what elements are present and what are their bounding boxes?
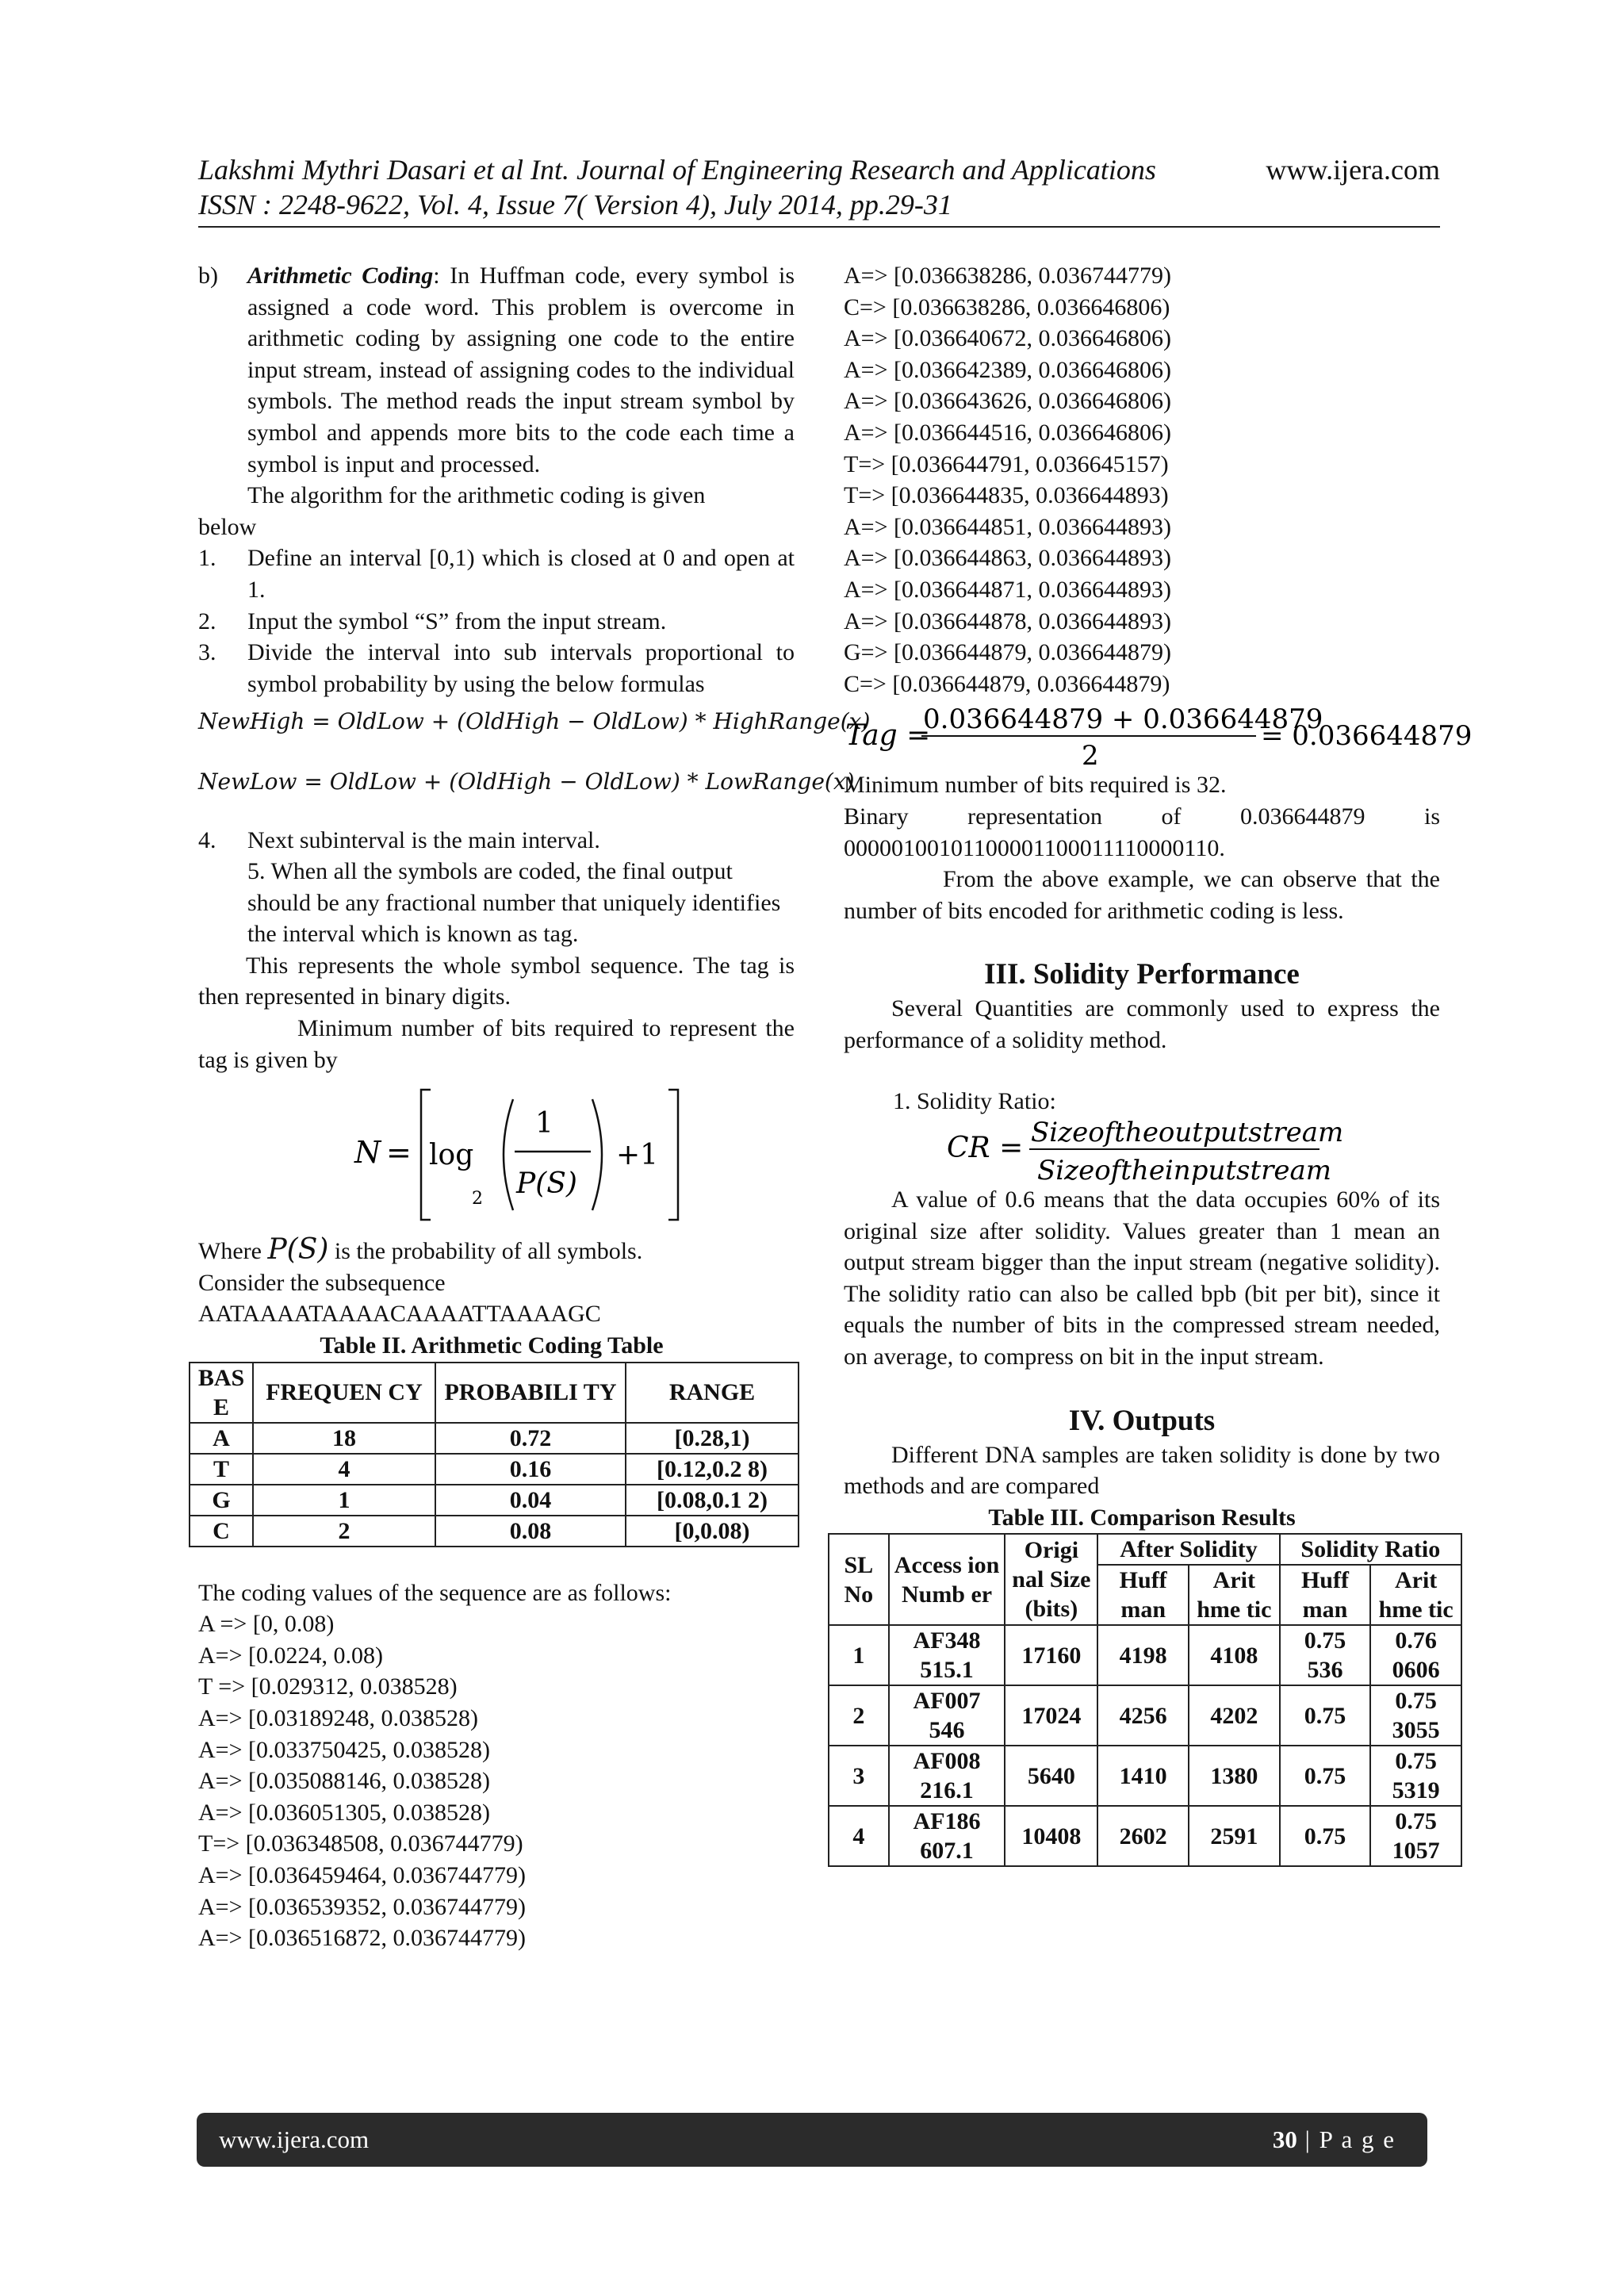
solidity-ratio-item: 1. Solidity Ratio: [893, 1088, 1056, 1115]
table-cell: 0.75 [1280, 1746, 1371, 1806]
col-header-solidity-ratio: Solidity Ratio [1280, 1534, 1461, 1565]
table-cell: 0.08 [435, 1516, 626, 1547]
table-row [829, 1806, 1461, 1866]
table-cell: AF186 607.1 [889, 1806, 1005, 1866]
step-1 [198, 542, 795, 605]
running-header [198, 152, 1440, 222]
col-header: BAS E [190, 1363, 253, 1423]
table-cell: [0.12,0.2 8) [626, 1454, 799, 1485]
tag-equation [844, 700, 1473, 772]
table-cell: 4 [829, 1806, 889, 1866]
formula-n-lhs: N [354, 1135, 381, 1171]
page-number: 30 [1272, 2125, 1297, 2153]
table-cell: 1 [253, 1485, 435, 1516]
tag-lhs: Tag = [845, 719, 931, 753]
step-5: 5. When all the symbols are coded, the final output should be any fractional number that uniquely identifies the interval which is known as tag. [247, 858, 781, 948]
list-item: C=> [0.036644879, 0.036644879) [844, 670, 1170, 697]
ceil-bracket-right [668, 1090, 678, 1220]
algorithm-intro-b: below [198, 513, 257, 540]
step-number: 2. [198, 608, 216, 634]
list-item: A => [0, 0.08) [198, 1611, 335, 1638]
list-item: T=> [0.036348508, 0.036744779) [198, 1830, 523, 1857]
table-cell: 0.72 [435, 1423, 626, 1454]
header-rule [198, 226, 1440, 228]
tag-numerator: 0.036644879 + 0.036644879 [923, 703, 1323, 736]
step-number: 3. [198, 639, 216, 666]
cr-equation-graphic [844, 1117, 1446, 1187]
table-cell: 0.75 1057 [1370, 1806, 1461, 1866]
table-cell: 18 [253, 1423, 435, 1454]
comparison-results-table [828, 1533, 1462, 1867]
table-row [829, 1625, 1461, 1685]
table-cell: 1410 [1097, 1746, 1189, 1806]
ratio-paragraph: A value of 0.6 means that the data occupies 60% of its original size after solidity. Values greater than 1 mean an output stream bigger than the input stream (negative solidity). The solidity ratio can also be called bpb (bit per bit), since it equals the number of bits in the compressed stream needed, on average, to compress on bit in the input stream. [844, 1186, 1440, 1370]
step-3 [198, 637, 795, 700]
coding-values-list-left [198, 1608, 795, 1954]
where-symbol: P(S) [267, 1233, 329, 1267]
coding-values-list-right [844, 260, 1440, 700]
table-cell: 2 [253, 1516, 435, 1547]
section-3-text: Several Quantities are commonly used to express the performance of a solidity method. [844, 995, 1440, 1053]
table-cell: [0.08,0.1 2) [626, 1485, 799, 1516]
paren-right [592, 1099, 602, 1210]
table-cell: 0.75 [1280, 1685, 1371, 1746]
table-row [190, 1454, 799, 1485]
list-item: A=> [0.036638286, 0.036744779) [844, 263, 1171, 289]
footer-page-number [1273, 2125, 1396, 2154]
subsection-title: Arithmetic Coding [247, 263, 434, 289]
table-cell: 2 [829, 1685, 889, 1746]
cr-equation [844, 1117, 1440, 1187]
observe-paragraph: From the above example, we can observe that the number of bits encoded for arithmetic coding is less. [844, 866, 1440, 924]
table-row [190, 1516, 799, 1547]
page-footer [197, 2113, 1427, 2167]
table-cell: 17024 [1005, 1685, 1097, 1746]
table-row [190, 1423, 799, 1454]
section-4-title: IV. Outputs [1068, 1404, 1216, 1437]
table-cell: G [190, 1485, 253, 1516]
table-cell: 10408 [1005, 1806, 1097, 1866]
table-cell: 0.75 [1280, 1806, 1371, 1866]
table-cell: 17160 [1005, 1625, 1097, 1685]
step-text: Next subinterval is the main interval. [247, 826, 600, 853]
where-text: is the probability of all symbols. [334, 1238, 643, 1265]
arithmetic-coding-table [189, 1362, 799, 1547]
col-header-huffman: Huff man [1097, 1565, 1189, 1625]
table-cell: [0,0.08) [626, 1516, 799, 1547]
right-column [844, 260, 1473, 1867]
consider-line: Consider the subsequence [198, 1269, 446, 1296]
table-cell: AF348 515.1 [889, 1625, 1005, 1685]
col-header-arithmetic: Arit hme tic [1189, 1565, 1280, 1625]
col-header: FREQUEN CY [253, 1363, 435, 1423]
table-header-row [190, 1363, 799, 1423]
table-cell: 4 [253, 1454, 435, 1485]
table-cell: AF008 216.1 [889, 1746, 1005, 1806]
table-cell: 1380 [1189, 1746, 1280, 1806]
table2-caption: Table II. Arithmetic Coding Table [320, 1332, 664, 1359]
table-cell: C [190, 1516, 253, 1547]
coding-intro: The coding values of the sequence are as follows: [198, 1579, 672, 1606]
step-text: Define an interval [0,1) which is closed at 0 and open at 1. [247, 545, 795, 603]
step-number: 4. [198, 826, 216, 853]
list-item: T=> [0.036644835, 0.036644893) [844, 482, 1169, 509]
formula-denominator: P(S) [516, 1167, 577, 1201]
col-header: RANGE [626, 1363, 799, 1423]
table-cell: 0.16 [435, 1454, 626, 1485]
binary-line-b: 00000100101100001100011110000110. [844, 834, 1225, 861]
table-cell: 0.75 3055 [1370, 1685, 1461, 1746]
table-cell: 2591 [1189, 1806, 1280, 1866]
formula-plus-one: +1 [616, 1139, 659, 1172]
tag-result: = 0.036644879 [1261, 720, 1473, 753]
formula-n-graphic [353, 1075, 686, 1234]
table-cell: [0.28,1) [626, 1423, 799, 1454]
table-row [829, 1746, 1461, 1806]
list-item: A=> [0.0224, 0.08) [198, 1642, 383, 1669]
list-item: A=> [0.036644871, 0.036644893) [844, 576, 1171, 603]
table3-caption: Table III. Comparison Results [988, 1504, 1296, 1531]
list-item: A=> [0.036644851, 0.036644893) [844, 513, 1171, 540]
col-header-original-size: Origi nal Size (bits) [1005, 1534, 1097, 1625]
step-4 [198, 825, 795, 857]
list-item: A=> [0.036640672, 0.036646806) [844, 325, 1171, 352]
col-header: PROBABILI TY [435, 1363, 626, 1423]
min-bits-32: Minimum number of bits required is 32. [844, 772, 1227, 799]
list-item: A=> [0.036643626, 0.036646806) [844, 388, 1171, 415]
table-cell: 2602 [1097, 1806, 1189, 1866]
step-number: 1. [198, 545, 216, 572]
list-item: A=> [0.036644863, 0.036644893) [844, 545, 1171, 572]
table-cell: 3 [829, 1746, 889, 1806]
item-label: b) [198, 263, 218, 289]
cr-lhs: CR = [947, 1132, 1024, 1165]
list-item: A=> [0.036642389, 0.036646806) [844, 356, 1171, 383]
step-2 [198, 606, 795, 638]
formula-n [353, 1075, 795, 1234]
where-line [198, 1234, 795, 1267]
formula-log-base: 2 [472, 1189, 483, 1209]
formula-log: log [429, 1139, 474, 1172]
sequence-line: AATAAAATAAAACAAAATTAAAAGC [198, 1301, 601, 1328]
where-label: Where [198, 1238, 262, 1265]
equation-newhigh: NewHigh = OldLow + (OldHigh − OldLow) * HighRange(x) [198, 708, 871, 735]
tag-paragraph: This represents the whole symbol sequence. The tag is then represented in binary digits. [198, 952, 795, 1010]
footer-website: www.ijera.com [219, 2125, 370, 2153]
col-header-accession: Access ion Numb er [889, 1534, 1005, 1625]
paren-left [504, 1099, 513, 1210]
list-item: A=> [0.036539352, 0.036744779) [198, 1893, 526, 1920]
page-label: | P a g e [1297, 2125, 1396, 2153]
table-row [829, 1685, 1461, 1746]
paragraph-text: : In Huffman code, every symbol is assigned a code word. This problem is overcome in arithmetic coding by assigning one code to the entire input stream, instead of assigning codes to the individual symbols. The method reads the input stream symbol by symbol and appends more bits to the code each time a symbol is input and processed. [247, 263, 795, 477]
equation-newlow: NewLow = OldLow + (OldHigh − OldLow) * LowRange(x) [198, 768, 855, 795]
binary-line-a: Binary representation of 0.036644879 is [844, 803, 1440, 830]
table-cell: 0.04 [435, 1485, 626, 1516]
table-row [190, 1485, 799, 1516]
list-item: A=> [0.036459464, 0.036744779) [198, 1861, 526, 1888]
table-cell: AF007 546 [889, 1685, 1005, 1746]
table-cell: 1 [829, 1625, 889, 1685]
table-cell: 0.75 5319 [1370, 1746, 1461, 1806]
col-header-after-solidity: After Solidity [1097, 1534, 1279, 1565]
algorithm-intro-a: The algorithm for the arithmetic coding is given [247, 482, 706, 509]
formula-equals: = [386, 1135, 412, 1171]
tag-denominator: 2 [1082, 740, 1099, 772]
list-item: A=> [0.033750425, 0.038528) [198, 1736, 490, 1763]
list-item: A=> [0.035088146, 0.038528) [198, 1768, 490, 1795]
section-4-text: Different DNA samples are taken solidity is done by two methods and are compared [844, 1441, 1440, 1500]
col-header-sl: SL No [829, 1534, 889, 1625]
list-item: A=> [0.036516872, 0.036744779) [198, 1925, 526, 1952]
header-website: www.ijera.com [1266, 154, 1440, 186]
table-cell: 4202 [1189, 1685, 1280, 1746]
table-cell: A [190, 1423, 253, 1454]
list-item: A=> [0.03189248, 0.038528) [198, 1705, 478, 1731]
cr-denominator: Sizeoftheinputstream [1037, 1155, 1332, 1187]
table-cell: 5640 [1005, 1746, 1097, 1806]
step-text: Input the symbol “S” from the input stream. [247, 608, 667, 634]
col-header-arithmetic: Arit hme tic [1370, 1565, 1461, 1625]
algorithm-intro [198, 480, 795, 512]
header-journal: Lakshmi Mythri Dasari et al Int. Journal of Engineering Research and Applications [198, 154, 1156, 186]
step-text: Divide the interval into sub intervals proportional to symbol probability by using the below formulas [247, 639, 795, 697]
formula-numerator: 1 [535, 1107, 553, 1140]
table-cell: 4198 [1097, 1625, 1189, 1685]
tag-equation-graphic [844, 700, 1473, 772]
list-item: T => [0.029312, 0.038528) [198, 1673, 458, 1700]
list-item: A=> [0.036644516, 0.036646806) [844, 419, 1171, 446]
table-header-row [829, 1534, 1461, 1565]
table-cell: 0.76 0606 [1370, 1625, 1461, 1685]
cr-numerator: Sizeoftheoutputstream [1031, 1117, 1344, 1149]
arithmetic-coding-paragraph [198, 260, 795, 480]
table-cell: 4256 [1097, 1685, 1189, 1746]
header-issn: ISSN : 2248-9622, Vol. 4, Issue 7( Version 4), July 2014, pp.29-31 [198, 189, 952, 220]
table-cell: 0.75 536 [1280, 1625, 1371, 1685]
list-item: T=> [0.036644791, 0.036645157) [844, 450, 1169, 477]
list-item: A=> [0.036051305, 0.038528) [198, 1799, 490, 1826]
list-item: A=> [0.036644878, 0.036644893) [844, 608, 1171, 634]
list-item: C=> [0.036638286, 0.036646806) [844, 293, 1170, 320]
section-3-title: III. Solidity Performance [984, 958, 1300, 991]
table-cell: 4108 [1189, 1625, 1280, 1685]
list-item: G=> [0.036644879, 0.036644879) [844, 639, 1171, 666]
min-bits-paragraph: Minimum number of bits required to represent the tag is given by [198, 1015, 795, 1073]
table-cell: T [190, 1454, 253, 1485]
col-header-huffman: Huff man [1280, 1565, 1371, 1625]
